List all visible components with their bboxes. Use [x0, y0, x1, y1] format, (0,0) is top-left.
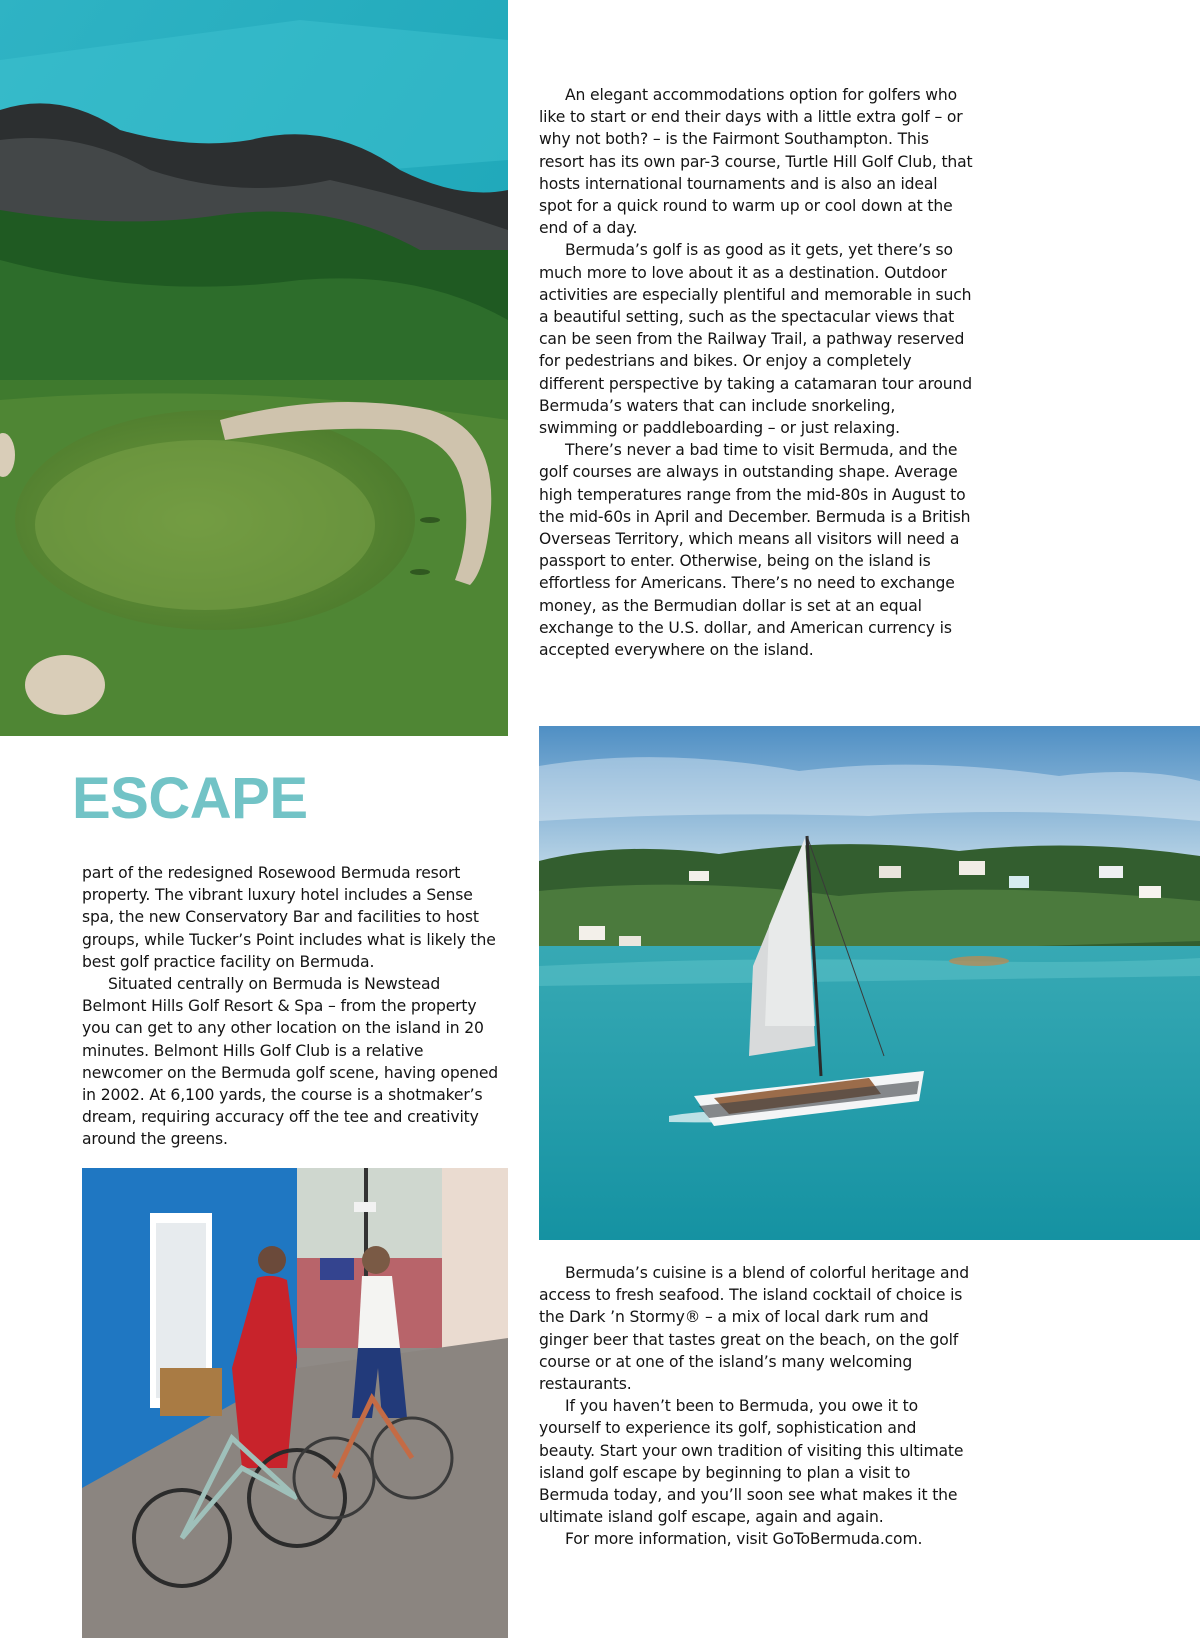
cyclists-photo — [82, 1168, 508, 1638]
paragraph: For more information, visit GoToBermuda.com. — [565, 1530, 923, 1549]
paragraph: Bermuda’s golf is as good as it gets, yet there’s so much more to love about it as a destination. Outdoor activities are especially plentiful and memorable in such a beautiful setting, such as the spectacular views that can be seen from the Railway Trail, a pathway reserved for pedestrians and bikes. Or enjoy a completely different perspective by taking a catamaran tour around Bermuda’s waters that can include snorkeling, swimming or paddleboarding – or just relaxing. — [539, 241, 972, 438]
paragraph: An elegant accommodations option for golfers who like to start or end their days with a little extra golf – or why not both? – is the Fairmont Southampton. This resort has its own par-3 course, Turtle Hill Golf Club, that hosts international tournaments and is also an ideal spot for a quick round to warm up or cool down at the end of a day. — [539, 86, 973, 238]
catamaran-photo — [539, 726, 1200, 1240]
section-heading: ESCAPE — [72, 766, 308, 831]
article-column-bottom — [539, 1262, 975, 1551]
paragraph: part of the redesigned Rosewood Bermuda resort property. The vibrant luxury hotel includes a Sense spa, the new Conservatory Bar and facilities to host groups, while Tucker’s Point includes what is likely the best golf practice facility on Bermuda. — [82, 864, 496, 971]
article-column-left — [82, 862, 502, 1151]
article-column-top — [539, 84, 975, 661]
paragraph: There’s never a bad time to visit Bermuda, and the golf courses are always in outstanding shape. Average high temperatures range from the mid-80s in August to the mid-60s in April and December. Bermuda is a British Overseas Territory, which means all visitors will need a passport to enter. Otherwise, being on the island is effortless for Americans. There’s no need to exchange money, as the Bermudian dollar is set at an equal exchange to the U.S. dollar, and American currency is accepted everywhere on the island. — [539, 441, 971, 660]
paragraph: If you haven’t been to Bermuda, you owe it to yourself to experience its golf, sophistication and beauty. Start your own tradition of visiting this ultimate island golf escape by beginning to plan a visit to Bermuda today, and you’ll soon see what makes it the ultimate island golf escape, again and again. — [539, 1397, 964, 1527]
paragraph: Situated centrally on Bermuda is Newstead Belmont Hills Golf Resort & Spa – from the property you can get to any other location on the island in 20 minutes. Belmont Hills Golf Club is a relative newcomer on the Bermuda golf scene, having opened in 2002. At 6,100 yards, the course is a shotmaker’s dream, requiring accuracy off the tee and creativity around the greens. — [82, 975, 499, 1149]
golf-green-aerial-photo — [0, 0, 508, 736]
paragraph: Bermuda’s cuisine is a blend of colorful heritage and access to fresh seafood. The island cocktail of choice is the Dark ’n Stormy® – a mix of local dark rum and ginger beer that tastes great on the beach, on the golf course or at one of the island’s many welcoming restaurants. — [539, 1264, 969, 1394]
